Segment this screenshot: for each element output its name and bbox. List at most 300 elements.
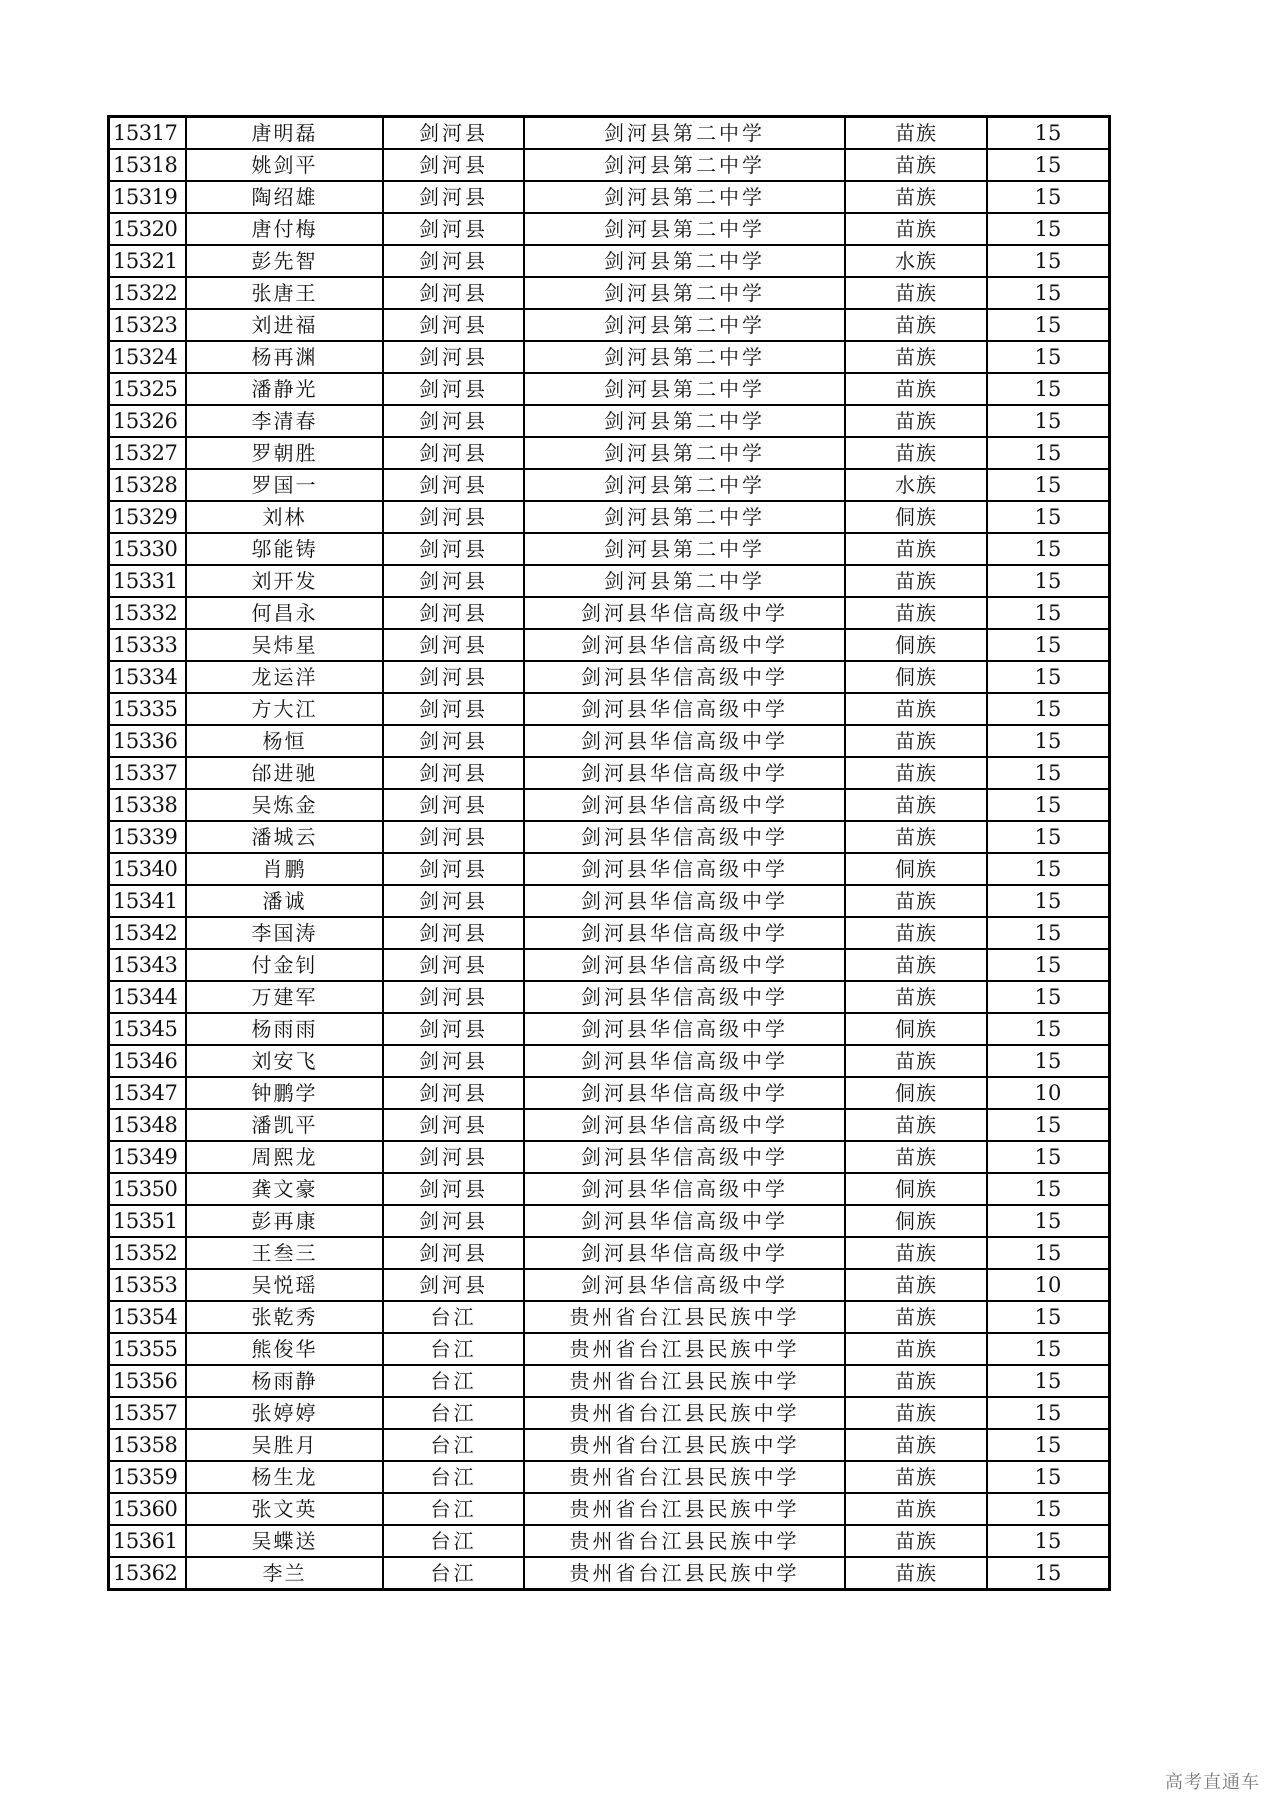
school-cell: 剑河县华信高级中学 [524,1205,845,1237]
ethnicity-cell: 苗族 [845,789,987,821]
score-cell: 15 [987,1013,1110,1045]
ethnicity-cell: 苗族 [845,949,987,981]
student-name-cell: 龚文豪 [186,1173,383,1205]
school-cell: 剑河县华信高级中学 [524,949,845,981]
county-cell: 剑河县 [383,1173,524,1205]
student-id-cell: 15319 [109,181,187,213]
school-cell: 剑河县第二中学 [524,277,845,309]
county-cell: 剑河县 [383,949,524,981]
score-cell: 15 [987,1397,1110,1429]
county-cell: 剑河县 [383,661,524,693]
score-cell: 15 [987,885,1110,917]
county-cell: 剑河县 [383,213,524,245]
score-cell: 15 [987,341,1110,373]
score-cell: 15 [987,917,1110,949]
student-id-cell: 15347 [109,1077,187,1109]
ethnicity-cell: 苗族 [845,309,987,341]
school-cell: 剑河县第二中学 [524,213,845,245]
ethnicity-cell: 苗族 [845,981,987,1013]
ethnicity-cell: 苗族 [845,213,987,245]
county-cell: 剑河县 [383,1269,524,1301]
student-name-cell: 李国涛 [186,917,383,949]
ethnicity-cell: 侗族 [845,501,987,533]
student-id-cell: 15338 [109,789,187,821]
score-cell: 15 [987,1045,1110,1077]
county-cell: 剑河县 [383,693,524,725]
student-name-cell: 王叁三 [186,1237,383,1269]
table-row [109,1045,1110,1077]
county-cell: 台江 [383,1429,524,1461]
student-id-cell: 15353 [109,1269,187,1301]
ethnicity-cell: 苗族 [845,1333,987,1365]
county-cell: 台江 [383,1557,524,1590]
score-cell: 15 [987,405,1110,437]
school-cell: 剑河县华信高级中学 [524,1109,845,1141]
score-cell: 15 [987,181,1110,213]
school-cell: 贵州省台江县民族中学 [524,1557,845,1590]
ethnicity-cell: 侗族 [845,629,987,661]
student-name-cell: 肖鹏 [186,853,383,885]
county-cell: 剑河县 [383,277,524,309]
table-row [109,1109,1110,1141]
ethnicity-cell: 苗族 [845,1557,987,1590]
county-cell: 台江 [383,1493,524,1525]
student-name-cell: 龙运洋 [186,661,383,693]
school-cell: 剑河县第二中学 [524,469,845,501]
school-cell: 剑河县华信高级中学 [524,1013,845,1045]
student-name-cell: 万建军 [186,981,383,1013]
student-name-cell: 方大江 [186,693,383,725]
student-id-cell: 15333 [109,629,187,661]
school-cell: 剑河县华信高级中学 [524,853,845,885]
ethnicity-cell: 水族 [845,245,987,277]
school-cell: 剑河县华信高级中学 [524,1269,845,1301]
ethnicity-cell: 苗族 [845,1269,987,1301]
score-cell: 15 [987,469,1110,501]
school-cell: 贵州省台江县民族中学 [524,1493,845,1525]
school-cell: 贵州省台江县民族中学 [524,1301,845,1333]
student-id-cell: 15323 [109,309,187,341]
score-cell: 15 [987,245,1110,277]
school-cell: 剑河县第二中学 [524,405,845,437]
ethnicity-cell: 侗族 [845,1077,987,1109]
student-id-cell: 15318 [109,149,187,181]
county-cell: 剑河县 [383,565,524,597]
county-cell: 剑河县 [383,917,524,949]
table-row [109,885,1110,917]
county-cell: 剑河县 [383,405,524,437]
student-name-cell: 唐付梅 [186,213,383,245]
ethnicity-cell: 苗族 [845,757,987,789]
school-cell: 剑河县华信高级中学 [524,1077,845,1109]
roster-table [107,115,1111,1591]
watermark-text: 高考直通车 [1165,1772,1260,1793]
score-cell: 15 [987,437,1110,469]
county-cell: 剑河县 [383,1109,524,1141]
county-cell: 剑河县 [383,789,524,821]
county-cell: 台江 [383,1365,524,1397]
county-cell: 剑河县 [383,885,524,917]
score-cell: 15 [987,1461,1110,1493]
score-cell: 15 [987,373,1110,405]
student-name-cell: 杨再渊 [186,341,383,373]
ethnicity-cell: 苗族 [845,117,987,150]
county-cell: 剑河县 [383,725,524,757]
school-cell: 剑河县华信高级中学 [524,821,845,853]
student-name-cell: 杨恒 [186,725,383,757]
county-cell: 台江 [383,1333,524,1365]
student-id-cell: 15350 [109,1173,187,1205]
school-cell: 剑河县第二中学 [524,245,845,277]
table-row [109,1461,1110,1493]
ethnicity-cell: 苗族 [845,885,987,917]
table-row [109,501,1110,533]
school-cell: 剑河县华信高级中学 [524,789,845,821]
table-row [109,1397,1110,1429]
table-row [109,1365,1110,1397]
ethnicity-cell: 苗族 [845,181,987,213]
county-cell: 剑河县 [383,629,524,661]
school-cell: 剑河县第二中学 [524,565,845,597]
table-row [109,597,1110,629]
table-row [109,629,1110,661]
table-row [109,1525,1110,1557]
table-row [109,1557,1110,1590]
student-name-cell: 潘凯平 [186,1109,383,1141]
student-name-cell: 张唐王 [186,277,383,309]
ethnicity-cell: 苗族 [845,1045,987,1077]
ethnicity-cell: 侗族 [845,1173,987,1205]
student-id-cell: 15336 [109,725,187,757]
student-name-cell: 杨雨雨 [186,1013,383,1045]
student-id-cell: 15328 [109,469,187,501]
county-cell: 剑河县 [383,469,524,501]
ethnicity-cell: 苗族 [845,1141,987,1173]
ethnicity-cell: 苗族 [845,1461,987,1493]
student-id-cell: 15361 [109,1525,187,1557]
roster-table-body [109,117,1110,1590]
table-row [109,1173,1110,1205]
table-row [109,757,1110,789]
student-name-cell: 刘开发 [186,565,383,597]
ethnicity-cell: 水族 [845,469,987,501]
table-row [109,277,1110,309]
school-cell: 剑河县华信高级中学 [524,917,845,949]
score-cell: 15 [987,309,1110,341]
student-name-cell: 钟鹏学 [186,1077,383,1109]
county-cell: 剑河县 [383,1045,524,1077]
student-id-cell: 15340 [109,853,187,885]
student-id-cell: 15357 [109,1397,187,1429]
ethnicity-cell: 苗族 [845,437,987,469]
school-cell: 贵州省台江县民族中学 [524,1365,845,1397]
student-name-cell: 杨雨静 [186,1365,383,1397]
student-id-cell: 15322 [109,277,187,309]
school-cell: 剑河县第二中学 [524,533,845,565]
student-name-cell: 罗朝胜 [186,437,383,469]
score-cell: 15 [987,1301,1110,1333]
ethnicity-cell: 苗族 [845,1301,987,1333]
student-name-cell: 陶绍雄 [186,181,383,213]
student-name-cell: 何昌永 [186,597,383,629]
score-cell: 15 [987,1557,1110,1590]
table-row [109,245,1110,277]
school-cell: 贵州省台江县民族中学 [524,1397,845,1429]
ethnicity-cell: 苗族 [845,1429,987,1461]
score-cell: 15 [987,565,1110,597]
ethnicity-cell: 苗族 [845,1397,987,1429]
student-id-cell: 15326 [109,405,187,437]
student-name-cell: 罗国一 [186,469,383,501]
county-cell: 剑河县 [383,533,524,565]
score-cell: 15 [987,597,1110,629]
table-row [109,181,1110,213]
student-id-cell: 15360 [109,1493,187,1525]
table-row [109,1493,1110,1525]
score-cell: 15 [987,1333,1110,1365]
school-cell: 贵州省台江县民族中学 [524,1525,845,1557]
score-cell: 15 [987,853,1110,885]
school-cell: 剑河县华信高级中学 [524,661,845,693]
student-id-cell: 15352 [109,1237,187,1269]
student-id-cell: 15345 [109,1013,187,1045]
table-row [109,1077,1110,1109]
ethnicity-cell: 侗族 [845,661,987,693]
county-cell: 剑河县 [383,309,524,341]
student-id-cell: 15354 [109,1301,187,1333]
score-cell: 15 [987,1237,1110,1269]
table-row [109,405,1110,437]
score-cell: 15 [987,1525,1110,1557]
school-cell: 剑河县第二中学 [524,373,845,405]
county-cell: 台江 [383,1525,524,1557]
county-cell: 台江 [383,1397,524,1429]
county-cell: 剑河县 [383,117,524,150]
student-id-cell: 15339 [109,821,187,853]
county-cell: 剑河县 [383,501,524,533]
table-row [109,949,1110,981]
county-cell: 剑河县 [383,245,524,277]
county-cell: 剑河县 [383,149,524,181]
county-cell: 台江 [383,1301,524,1333]
school-cell: 剑河县华信高级中学 [524,693,845,725]
ethnicity-cell: 苗族 [845,565,987,597]
score-cell: 15 [987,213,1110,245]
school-cell: 剑河县华信高级中学 [524,1141,845,1173]
student-name-cell: 吴炜星 [186,629,383,661]
student-id-cell: 15321 [109,245,187,277]
county-cell: 台江 [383,1461,524,1493]
ethnicity-cell: 苗族 [845,533,987,565]
table-row [109,149,1110,181]
student-name-cell: 潘静光 [186,373,383,405]
student-name-cell: 张文英 [186,1493,383,1525]
student-id-cell: 15349 [109,1141,187,1173]
school-cell: 剑河县华信高级中学 [524,725,845,757]
student-id-cell: 15337 [109,757,187,789]
student-id-cell: 15324 [109,341,187,373]
table-row [109,1269,1110,1301]
table-row [109,853,1110,885]
table-row [109,565,1110,597]
table-row [109,661,1110,693]
student-name-cell: 刘林 [186,501,383,533]
school-cell: 剑河县华信高级中学 [524,1237,845,1269]
ethnicity-cell: 侗族 [845,1013,987,1045]
ethnicity-cell: 苗族 [845,1237,987,1269]
student-id-cell: 15356 [109,1365,187,1397]
score-cell: 15 [987,981,1110,1013]
school-cell: 剑河县华信高级中学 [524,981,845,1013]
school-cell: 贵州省台江县民族中学 [524,1333,845,1365]
table-row [109,725,1110,757]
county-cell: 剑河县 [383,597,524,629]
school-cell: 贵州省台江县民族中学 [524,1461,845,1493]
county-cell: 剑河县 [383,821,524,853]
table-row [109,981,1110,1013]
school-cell: 剑河县第二中学 [524,181,845,213]
score-cell: 15 [987,821,1110,853]
student-name-cell: 唐明磊 [186,117,383,150]
table-row [109,1301,1110,1333]
school-cell: 剑河县华信高级中学 [524,885,845,917]
student-id-cell: 15320 [109,213,187,245]
score-cell: 15 [987,693,1110,725]
student-id-cell: 15335 [109,693,187,725]
student-name-cell: 刘安飞 [186,1045,383,1077]
score-cell: 15 [987,117,1110,150]
ethnicity-cell: 苗族 [845,149,987,181]
county-cell: 剑河县 [383,1013,524,1045]
student-name-cell: 周熙龙 [186,1141,383,1173]
student-id-cell: 15325 [109,373,187,405]
school-cell: 剑河县华信高级中学 [524,1173,845,1205]
table-row [109,1205,1110,1237]
table-row [109,373,1110,405]
student-name-cell: 吴蝶送 [186,1525,383,1557]
score-cell: 15 [987,1109,1110,1141]
student-name-cell: 姚剑平 [186,149,383,181]
student-name-cell: 张婷婷 [186,1397,383,1429]
student-id-cell: 15362 [109,1557,187,1590]
county-cell: 剑河县 [383,373,524,405]
school-cell: 剑河县第二中学 [524,309,845,341]
student-id-cell: 15329 [109,501,187,533]
score-cell: 15 [987,661,1110,693]
student-name-cell: 刘进福 [186,309,383,341]
score-cell: 15 [987,501,1110,533]
table-row [109,789,1110,821]
county-cell: 剑河县 [383,437,524,469]
student-id-cell: 15341 [109,885,187,917]
student-name-cell: 杨生龙 [186,1461,383,1493]
county-cell: 剑河县 [383,1141,524,1173]
student-name-cell: 潘城云 [186,821,383,853]
score-cell: 15 [987,1493,1110,1525]
student-name-cell: 吴炼金 [186,789,383,821]
school-cell: 贵州省台江县民族中学 [524,1429,845,1461]
table-row [109,1141,1110,1173]
student-name-cell: 彭再康 [186,1205,383,1237]
score-cell: 15 [987,789,1110,821]
score-cell: 15 [987,1205,1110,1237]
county-cell: 剑河县 [383,1205,524,1237]
school-cell: 剑河县华信高级中学 [524,597,845,629]
school-cell: 剑河县第二中学 [524,341,845,373]
ethnicity-cell: 苗族 [845,917,987,949]
student-name-cell: 吴胜月 [186,1429,383,1461]
student-name-cell: 潘诚 [186,885,383,917]
score-cell: 15 [987,725,1110,757]
ethnicity-cell: 侗族 [845,853,987,885]
school-cell: 剑河县第二中学 [524,117,845,150]
student-name-cell: 付金钊 [186,949,383,981]
score-cell: 15 [987,757,1110,789]
table-row [109,533,1110,565]
ethnicity-cell: 侗族 [845,1205,987,1237]
table-row [109,917,1110,949]
student-name-cell: 彭先智 [186,245,383,277]
student-id-cell: 15317 [109,117,187,150]
student-id-cell: 15358 [109,1429,187,1461]
ethnicity-cell: 苗族 [845,1525,987,1557]
student-id-cell: 15334 [109,661,187,693]
county-cell: 剑河县 [383,1237,524,1269]
school-cell: 剑河县第二中学 [524,149,845,181]
table-row [109,1429,1110,1461]
county-cell: 剑河县 [383,181,524,213]
county-cell: 剑河县 [383,853,524,885]
student-name-cell: 邰进驰 [186,757,383,789]
ethnicity-cell: 苗族 [845,1365,987,1397]
student-id-cell: 15348 [109,1109,187,1141]
ethnicity-cell: 苗族 [845,341,987,373]
score-cell: 15 [987,1429,1110,1461]
ethnicity-cell: 苗族 [845,277,987,309]
student-name-cell: 张乾秀 [186,1301,383,1333]
table-row [109,213,1110,245]
student-id-cell: 15351 [109,1205,187,1237]
ethnicity-cell: 苗族 [845,693,987,725]
county-cell: 剑河县 [383,1077,524,1109]
score-cell: 15 [987,629,1110,661]
county-cell: 剑河县 [383,981,524,1013]
student-id-cell: 15331 [109,565,187,597]
score-cell: 15 [987,1141,1110,1173]
school-cell: 剑河县华信高级中学 [524,629,845,661]
score-cell: 15 [987,1173,1110,1205]
student-id-cell: 15332 [109,597,187,629]
county-cell: 剑河县 [383,757,524,789]
table-row [109,469,1110,501]
student-id-cell: 15346 [109,1045,187,1077]
student-id-cell: 15327 [109,437,187,469]
table-row [109,309,1110,341]
student-id-cell: 15330 [109,533,187,565]
student-name-cell: 邬能铸 [186,533,383,565]
table-row [109,1237,1110,1269]
ethnicity-cell: 苗族 [845,597,987,629]
ethnicity-cell: 苗族 [845,405,987,437]
table-row [109,117,1110,150]
student-name-cell: 熊俊华 [186,1333,383,1365]
score-cell: 10 [987,1077,1110,1109]
county-cell: 剑河县 [383,341,524,373]
table-row [109,693,1110,725]
school-cell: 剑河县第二中学 [524,501,845,533]
score-cell: 15 [987,277,1110,309]
student-name-cell: 吴悦瑶 [186,1269,383,1301]
